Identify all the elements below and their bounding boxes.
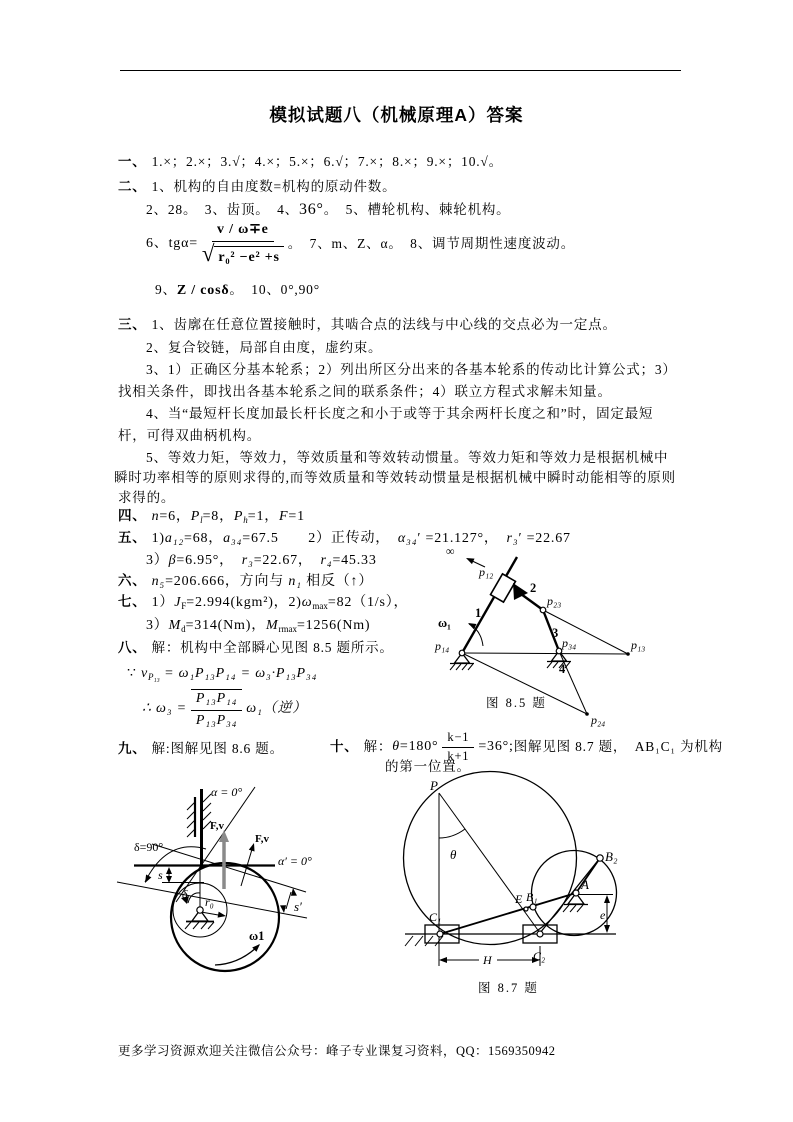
answer-text-2-78: 。 7、m、Z、α。 8、调节周期性速度波动。 (287, 236, 576, 251)
answer-text-9: 解:图解见图 8.6 题。 (151, 741, 284, 756)
section-marker-7: 七、 (118, 594, 147, 609)
s-arrowhead-down-icon (166, 876, 172, 883)
joint-C2 (537, 931, 543, 937)
answer-line-3-3a: 3、1）正确区分基本轮系；2）列出所区分出来的各基本轮系的传动比计算公式；3） (146, 362, 677, 377)
label-link2: 2 (530, 581, 537, 595)
figure-8-5 (433, 542, 688, 737)
figure-8-6 (112, 772, 402, 1002)
answer-text-8: 解：机构中全部瞬心见图 8.5 题所示。 (151, 640, 394, 655)
formula-8-2-pre: ∴ ω₃ = (142, 701, 187, 716)
answer-text-1: 1.×；2.×；3.√；4.×；5.×；6.√；7.×；8.×；9.×；10.√。 (151, 154, 503, 169)
answer-line-3-5b: 瞬时功率相等的原则求得的,而等效质量和等效转动惯量是根据机械中瞬时动能相等的原则 (114, 470, 676, 485)
joint-B2 (597, 855, 603, 861)
answer-text-10-tail: 图解见图 8.7 题， AB₁C₁ 为机构 (513, 739, 723, 754)
label-fv1: F,v (210, 820, 224, 832)
label-C1: C₁ (429, 910, 442, 924)
answer-line-3-5a: 5、等效力矩，等效力，等效质量和等效转动惯量。等效力矩和等效力是根据机械中 (146, 450, 669, 465)
e-arrowhead-up-icon (604, 895, 610, 903)
guide-hatch-left (187, 802, 195, 837)
sp-dim-arrow (286, 892, 291, 909)
formula-6-label: 6、tgα= (146, 236, 198, 251)
answer-line-3-2: 2、复合铰链，局部自由度，虚约束。 (146, 340, 383, 355)
delta90-arrowhead-icon (142, 875, 151, 885)
answer-line-3-3b: 找相关条件，即找出各基本轮系之间的联系条件；4）联立方程式求解未知量。 (118, 384, 612, 399)
figure-8-5-caption: 图 8.5 题 (486, 696, 547, 710)
label-p34: p₃₄ (562, 636, 577, 650)
answer-line-3-4b: 杆，可得双曲柄机构。 (118, 428, 261, 443)
formula-8-2 (142, 686, 307, 732)
section-marker-8: 八、 (118, 640, 147, 655)
answer-text-3-1: 1、齿廓在任意位置接触时，其啮合点的法线与中心线的交点必为一定点。 (151, 317, 617, 332)
formula-8-2-numerator: P₁₃P₁₄ (191, 689, 242, 711)
section-marker-5: 五、 (118, 530, 147, 545)
delta-arc (188, 893, 200, 903)
label-p12: p₁₂ (479, 565, 494, 579)
radical-sign: √ (201, 240, 216, 266)
page-title: 模拟试题八（机械原理A）答案 (269, 105, 524, 125)
infinity-arrowhead-icon (465, 555, 475, 564)
s-arrowhead-up-icon (166, 867, 172, 874)
formula-8-2-denominator: P₁₃P₃₄ (195, 712, 238, 728)
answer-text-2-9a: 9、 (155, 282, 177, 297)
section-marker-9: 九、 (118, 741, 147, 756)
figure-8-7 (380, 770, 690, 1005)
e-arrowhead-down-icon (604, 925, 610, 933)
label-H: H (483, 953, 492, 967)
page-footer: 更多学习资源欢迎关注微信公众号：峰子专业课复习资料，QQ：1569350942 (118, 1044, 556, 1058)
answer-line-10b: 的第一位置。 (385, 759, 471, 774)
cam-pivot (185, 907, 214, 929)
formula-6-fraction (202, 222, 284, 267)
answer-text-5b: 3）β=6.95°， r₃=22.67， r₄=45.33 (146, 553, 377, 568)
label-E: E (515, 892, 523, 906)
formula-10-post: =36°; (478, 739, 514, 754)
formula-6-denominator (202, 242, 284, 267)
section-marker-2: 二、 (118, 179, 147, 194)
answer-line-9 (118, 739, 284, 759)
link-C2-B2 (540, 858, 600, 933)
answer-line-3-5c: 求得的。 (118, 490, 176, 505)
label-p13: p₁₃ (631, 638, 646, 652)
formula-10-numerator: k−1 (442, 731, 474, 747)
joint-B1 (530, 904, 536, 910)
formula-8-1 (127, 663, 317, 687)
label-B1: B₁ (526, 890, 538, 904)
section-marker-6: 六、 (118, 573, 147, 588)
label-alpha: α = 0° (211, 785, 243, 799)
link-2 (521, 594, 543, 610)
answer-text-2-2c: 。 5、槽轮机构、棘轮机构。 (323, 202, 511, 217)
label-theta: θ (450, 847, 457, 862)
section-marker-3: 三、 (118, 317, 147, 332)
section-marker-1: 一、 (118, 154, 147, 169)
point-p24 (585, 712, 589, 716)
line-P-C2 (439, 793, 540, 933)
header-rule (120, 70, 681, 71)
ground-hatch-C1 (405, 936, 443, 946)
answer-line-2-6 (146, 216, 575, 272)
label-link4: 4 (559, 662, 566, 676)
label-A: A (581, 877, 589, 892)
answer-line-4 (118, 506, 305, 530)
label-s-prime: s′ (294, 899, 302, 914)
answer-line-7b (146, 615, 370, 639)
figure-8-7-caption: 图 8.7 题 (478, 981, 539, 995)
r0-arrowhead-icon (218, 912, 227, 919)
label-link3: 3 (552, 626, 559, 640)
answer-text-2-9b: Z / cosδ (176, 283, 230, 298)
answer-line-3-1 (118, 315, 617, 335)
formula-6-numerator: v / ω∓e (212, 222, 274, 242)
answer-line-2-1 (118, 177, 396, 197)
answer-text-7a: $1)J_F=2.994(kgm^2)$，$2)\omega_{max}=82(1/s)$， (151, 595, 409, 611)
alpha-line (176, 787, 255, 902)
label-omega1: ω1 (249, 929, 265, 943)
formula-10-denominator: k+1 (447, 748, 470, 763)
H-arrowhead-left-icon (439, 957, 447, 963)
label-r0: r₀ (205, 895, 214, 909)
point-E (524, 907, 528, 911)
omega-arrow (215, 945, 259, 965)
formula-6-radicand: r₀² −e² +s (214, 246, 283, 267)
label-link1: 1 (475, 606, 482, 620)
label-P: P (430, 778, 438, 793)
label-p23: p₂₃ (547, 594, 562, 608)
infinity-label: ∞ (446, 544, 455, 558)
answer-text-2-1: 1、机构的自由度数=机构的原动件数。 (151, 179, 397, 194)
point-p13 (626, 652, 630, 656)
answer-text-7b: $3)M_d=314(Nm)$，$M_{rmax}=1256(Nm)$ (146, 618, 371, 634)
joint-C1 (437, 931, 443, 937)
label-omega1: ω₁ (438, 616, 451, 630)
section-marker-4: 四、 (118, 508, 147, 523)
answer-text-2-2b: 36° (298, 201, 324, 218)
answer-line-1 (118, 152, 503, 172)
theta-symbol: θ (392, 739, 400, 754)
label-C2: C₂ (533, 949, 546, 963)
label-e: e (600, 908, 606, 922)
answer-text-4: n=6，$P_l=8$，$P_h=1$，F=1 (151, 509, 305, 525)
answer-line-5b (146, 550, 377, 571)
label-fv2: F,v (255, 833, 269, 845)
answer-line-8 (118, 638, 394, 658)
joint-p23 (540, 607, 546, 613)
label-p24: p₂₄ (591, 713, 606, 727)
answer-line-2-9 (155, 280, 320, 301)
label-delta: δ (182, 887, 188, 901)
joint-A (573, 890, 579, 896)
label-alpha-prime: α′ = 0° (278, 854, 312, 868)
label-p14: p₁₄ (435, 639, 450, 653)
answer-line-7a (118, 592, 408, 616)
answer-line-3-4a: 4、当“最短杆长度加最长杆长度之和小于或等于其余两杆长度之和”时，固定最短 (146, 406, 654, 421)
answer-text-2-2a: 2、28。 3、齿顶。 4、 (146, 202, 299, 217)
formula-8-1-text: ∵ $v_{P_{13}} = \omega_1P_{13}P_{14} = \omega_3\cdot P_{13}P_{34}$ (127, 666, 318, 682)
section-marker-10: 十、 (330, 739, 359, 754)
line-p14-p13 (462, 653, 628, 654)
answer-text-2-9c: 。 10、0°,90° (229, 282, 320, 297)
label-B2: B₂ (605, 849, 618, 864)
answer-line-6 (118, 571, 373, 592)
theta-arc (439, 829, 465, 838)
label-delta90: δ=90° (134, 840, 164, 854)
formula-8-2-post: ω₁（逆） (246, 701, 308, 716)
label-s: s (158, 868, 163, 882)
answer-text-6: n₅=206.666，方向与 n₁ 相反（↑） (151, 574, 374, 589)
formula-8-2-fraction (191, 689, 242, 730)
answer-text-5a: 1)a₁₂=68，a₃₄=67.5 2）正传动， α₃₄′ =21.127°， r₃′ =22.67 (151, 531, 571, 546)
answer-text-10-jie: 解： (363, 739, 393, 754)
formula-10-pre: =180° (399, 739, 439, 754)
sp-arrowhead-down-icon (279, 904, 286, 913)
rotated-guide-upper (152, 844, 306, 892)
